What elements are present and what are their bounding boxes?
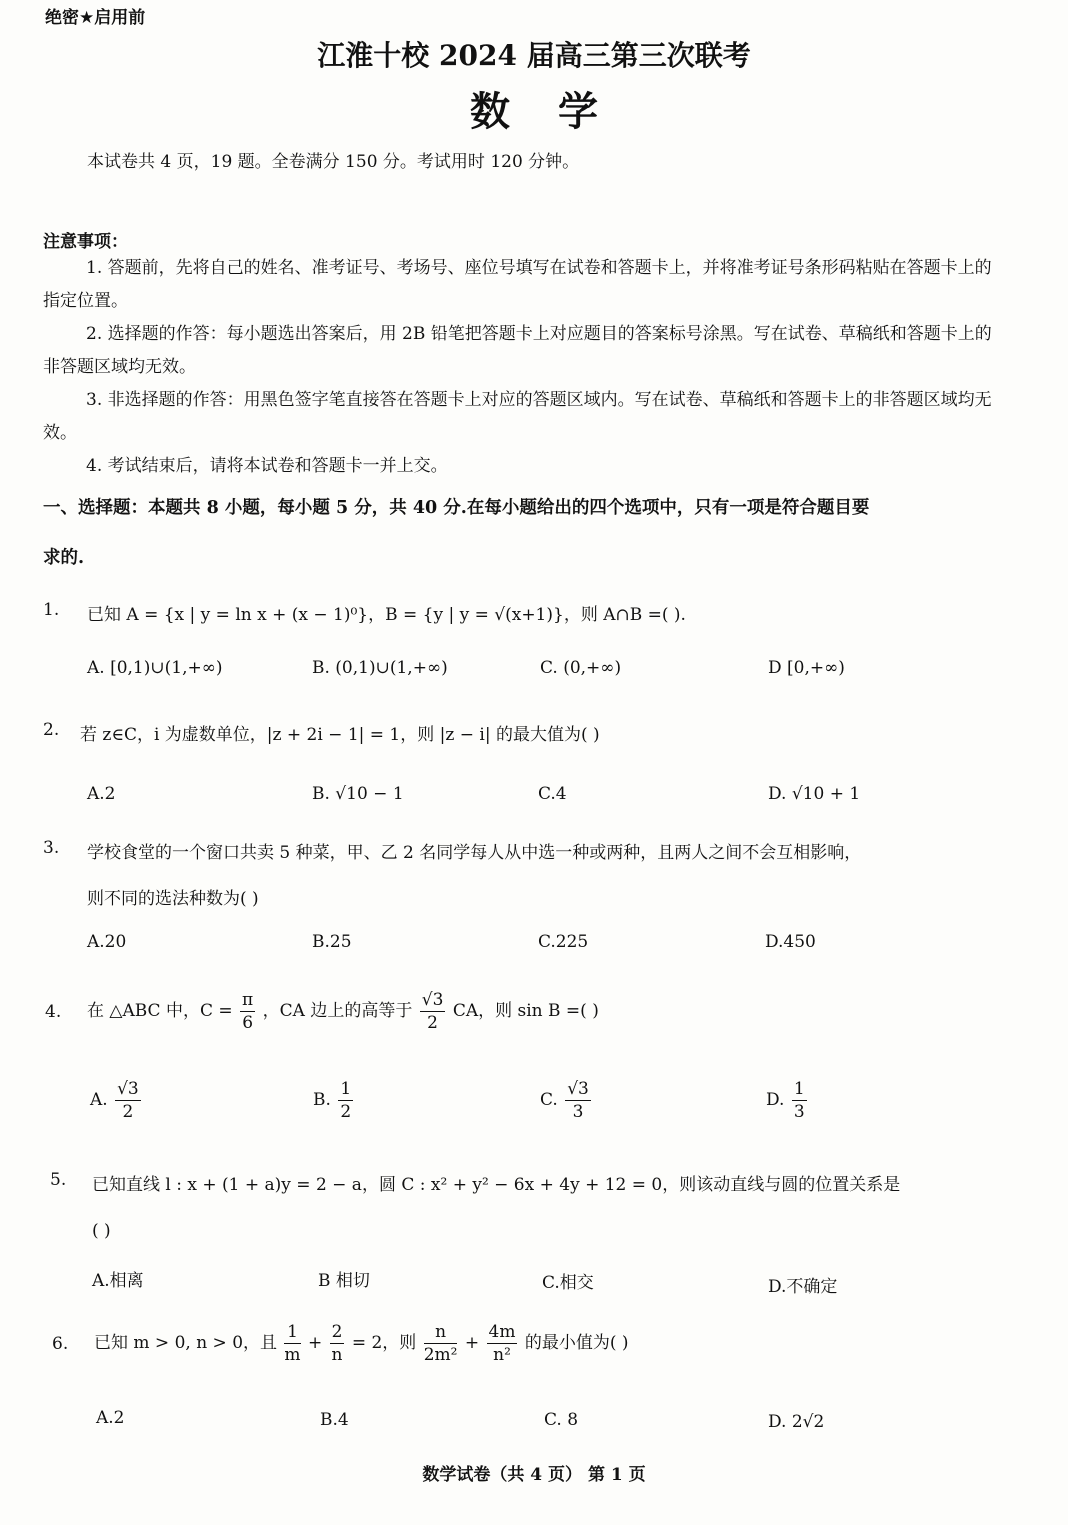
fraction	[424, 1321, 458, 1366]
question-number: 1.	[43, 600, 60, 620]
option-d: D. √10 + 1	[768, 784, 861, 804]
stem-part: 在 △ABC 中，C =	[87, 1001, 233, 1021]
fraction-numerator: √3	[421, 990, 444, 1010]
question-stem-line2: ( )	[92, 1221, 111, 1241]
fraction-denominator: 6	[242, 1013, 254, 1033]
option-d: D. 2√2	[768, 1412, 825, 1432]
question-stem	[87, 987, 599, 1035]
fraction-numerator: π	[242, 990, 254, 1010]
plus-sign: +	[307, 1333, 323, 1353]
section-heading-line2: 求的.	[43, 548, 85, 568]
option-a: A.20	[87, 932, 127, 952]
option-d: D.450	[765, 932, 816, 952]
option-c: C.4	[538, 784, 567, 804]
exam-title: 江淮十校 2024 届高三第三次联考	[317, 39, 751, 72]
notice-item-2: 2. 选择题的作答：每小题选出答案后，用 2B 铅笔把答题卡上对应题目的答案标号涂黑。写在试卷、草稿纸和答题卡上的非答题区域均无效。	[43, 324, 992, 377]
option-b	[313, 1078, 355, 1123]
stem-part: 已知 m > 0, n > 0，且	[94, 1333, 278, 1353]
option-b: B 相切	[318, 1271, 370, 1291]
fraction-numerator: 1	[340, 1079, 352, 1099]
confidential-mark: 绝密★启用前	[45, 8, 146, 28]
fraction	[792, 1078, 807, 1123]
option-b: B.25	[312, 932, 352, 952]
fraction	[330, 1321, 345, 1366]
exam-intro: 本试卷共 4 页，19 题。全卷满分 150 分。考试用时 120 分钟。	[87, 152, 580, 172]
fraction	[565, 1078, 591, 1123]
option-b: B. (0,1)∪(1,+∞)	[312, 658, 448, 678]
option-c: C.225	[538, 932, 589, 952]
fraction-denominator: n²	[493, 1345, 511, 1365]
option-label: B.	[313, 1090, 331, 1110]
notice-item-1: 1. 答题前，先将自己的姓名、准考证号、考场号、座位号填写在试卷和答题卡上，并将准考证号条形码粘贴在答题卡上的指定位置。	[43, 258, 992, 311]
fraction-numerator: 4m	[488, 1322, 516, 1342]
fraction-numerator: √3	[567, 1079, 589, 1099]
question-stem-line1: 学校食堂的一个窗口共卖 5 种菜，甲、乙 2 名同学每人从中选一种或两种，且两人之间不会互相影响，	[87, 843, 862, 863]
option-d: D [0,+∞)	[768, 658, 845, 678]
fraction-denominator: n	[331, 1345, 343, 1365]
notice-heading: 注意事项：	[43, 232, 128, 252]
fraction-denominator: 2	[340, 1102, 352, 1122]
fraction	[420, 989, 446, 1034]
option-b: B.4	[320, 1410, 349, 1430]
fraction	[115, 1078, 141, 1123]
question-stem	[94, 1319, 629, 1367]
fraction-denominator: 3	[793, 1102, 805, 1122]
question-stem: 已知 A = {x | y = ln x + (x − 1)⁰}，B = {y | y = √(x+1)}，则 A∩B =( ).	[87, 605, 686, 625]
fraction-denominator: m	[284, 1345, 301, 1365]
fraction-numerator: 1	[284, 1321, 300, 1344]
fraction	[240, 989, 255, 1034]
option-c: C.相交	[542, 1273, 594, 1293]
fraction	[338, 1078, 353, 1123]
option-a: A. [0,1)∪(1,+∞)	[87, 658, 223, 678]
option-d	[766, 1078, 809, 1123]
option-d: D.不确定	[768, 1277, 838, 1297]
question-number: 5.	[50, 1170, 67, 1190]
plus-sign: +	[464, 1333, 480, 1353]
notice-item-3: 3. 非选择题的作答：用黑色签字笔直接答在答题卡上对应的答题区域内。写在试卷、草稿纸和答题卡上的非答题区域均无效。	[43, 390, 992, 443]
option-c: C. (0,+∞)	[540, 658, 622, 678]
question-number: 2.	[43, 720, 60, 740]
fraction	[284, 1321, 300, 1366]
option-a: A.相离	[92, 1271, 144, 1291]
question-number: 3.	[43, 838, 60, 858]
option-a	[90, 1078, 143, 1123]
option-label: A.	[90, 1090, 108, 1110]
fraction	[487, 1321, 518, 1366]
stem-part: = 2，则	[351, 1333, 417, 1353]
option-label: D.	[766, 1090, 785, 1110]
fraction-numerator: 2	[331, 1322, 343, 1342]
question-number: 6.	[52, 1334, 69, 1354]
question-stem-line1: 已知直线 l : x + (1 + a)y = 2 − a，圆 C : x² + y² − 6x + 4y + 12 = 0，则该动直线与圆的位置关系是	[92, 1175, 901, 1195]
question-stem: 若 z∈C，i 为虚数单位，|z + 2i − 1| = 1，则 |z − i| 的最大值为( )	[80, 725, 600, 745]
option-b: B. √10 − 1	[312, 784, 404, 804]
fraction-denominator: 2m²	[423, 1345, 458, 1365]
question-number: 4.	[45, 1002, 62, 1022]
fraction-numerator: n	[424, 1321, 458, 1344]
option-a: A.2	[87, 784, 116, 804]
fraction-denominator: 2	[427, 1013, 438, 1033]
option-label: C.	[540, 1090, 558, 1110]
stem-part: 的最小值为( )	[524, 1333, 629, 1353]
fraction-denominator: 3	[572, 1102, 584, 1122]
fraction-denominator: 2	[122, 1102, 134, 1122]
option-a: A.2	[96, 1408, 125, 1428]
fraction-numerator: 1	[793, 1079, 805, 1099]
page-footer: 数学试卷（共 4 页） 第 1 页	[422, 1465, 646, 1485]
subject-title: 数学	[470, 88, 646, 135]
question-stem-line2: 则不同的选法种数为( )	[87, 889, 259, 909]
fraction-numerator: √3	[117, 1079, 139, 1099]
stem-part: ，CA 边上的高等于	[262, 1001, 413, 1021]
option-c	[540, 1078, 593, 1123]
section-heading-line1: 一、选择题：本题共 8 小题，每小题 5 分，共 40 分.在每小题给出的四个选项中，只有一项是符合题目要	[43, 498, 870, 518]
notice-item-4: 4. 考试结束后，请将本试卷和答题卡一并上交。	[86, 456, 448, 476]
stem-part: CA，则 sin B =( )	[452, 1001, 599, 1021]
option-c: C. 8	[544, 1410, 579, 1430]
